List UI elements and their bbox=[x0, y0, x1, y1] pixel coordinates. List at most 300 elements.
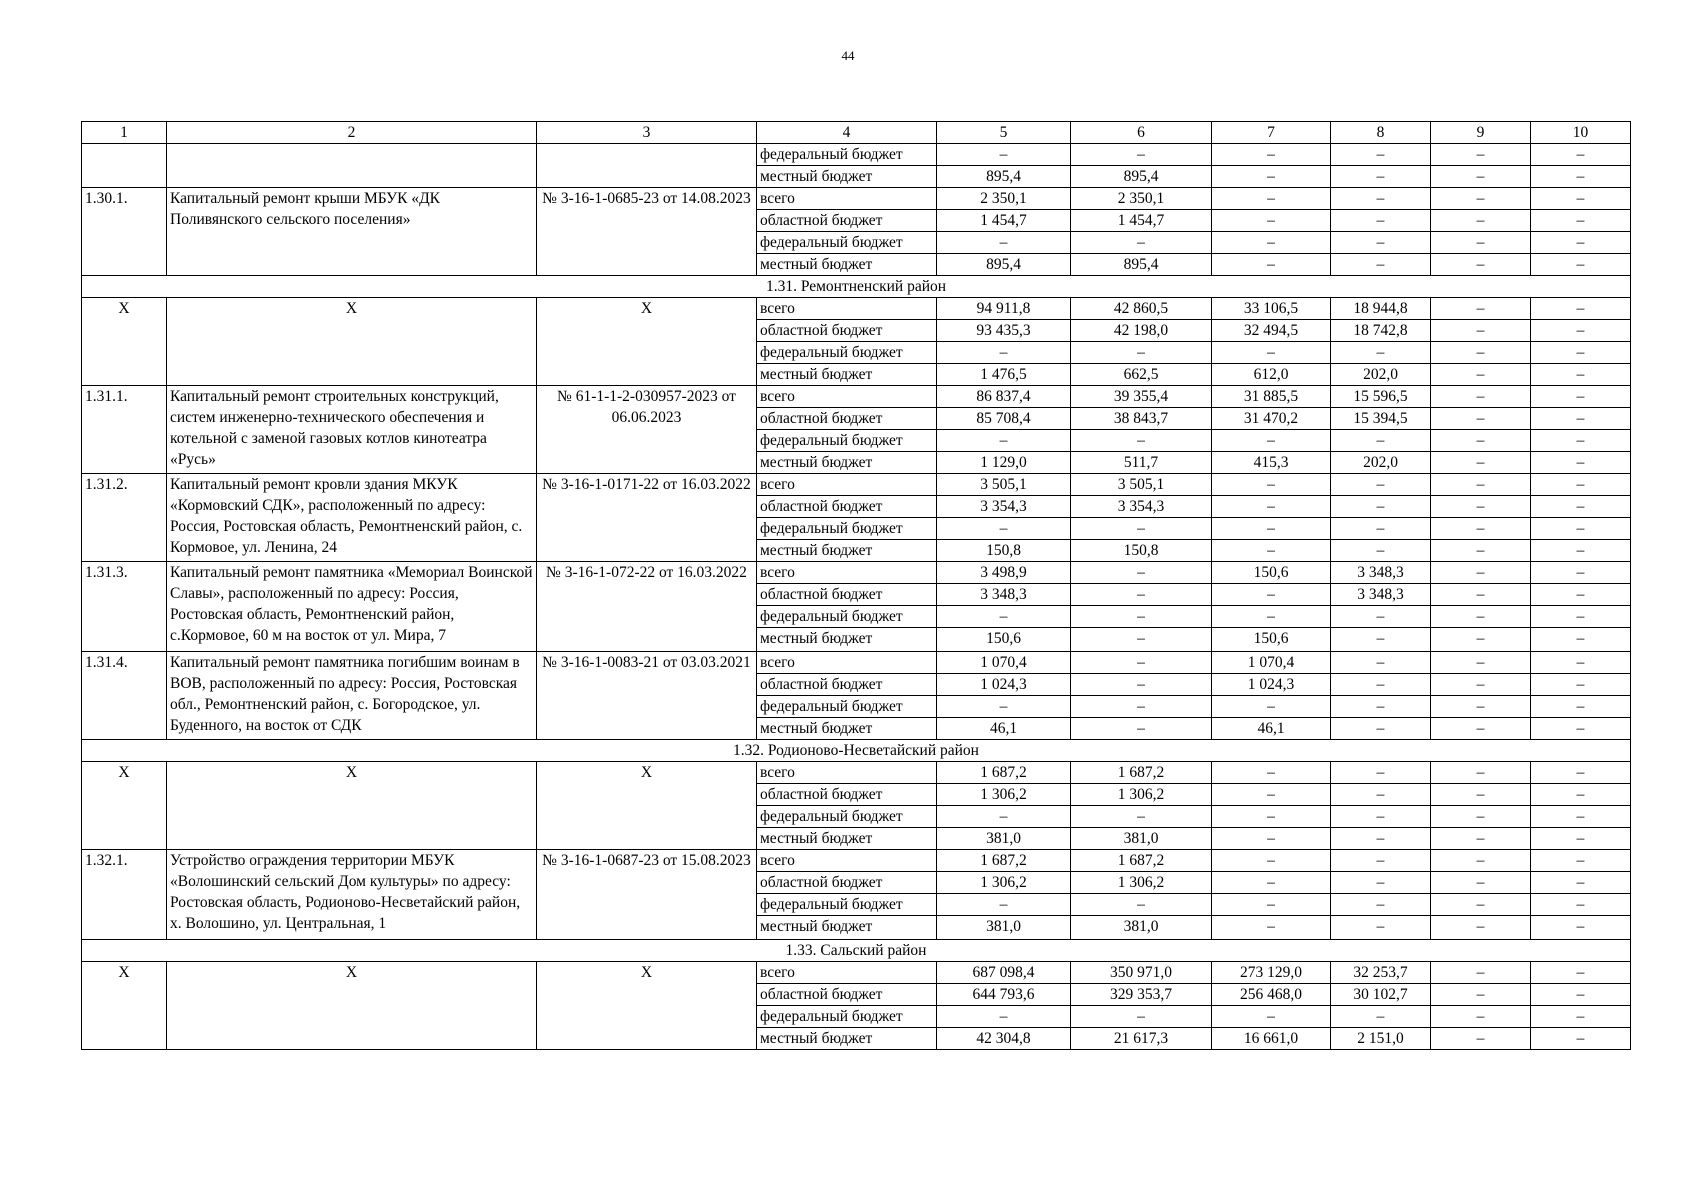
header-cell: 9 bbox=[1431, 122, 1531, 144]
amount-cell: – bbox=[1071, 718, 1212, 740]
amount-cell: 31 885,5 bbox=[1212, 386, 1331, 408]
amount-cell: – bbox=[1531, 1006, 1631, 1028]
amount-cell: – bbox=[1331, 1006, 1431, 1028]
amount-cell: – bbox=[1431, 254, 1531, 276]
amount-cell: 38 843,7 bbox=[1071, 408, 1212, 430]
amount-cell: – bbox=[1212, 144, 1331, 166]
amount-cell: 1 070,4 bbox=[937, 652, 1071, 674]
amount-cell: 3 348,3 bbox=[1331, 584, 1431, 606]
amount-cell: 1 024,3 bbox=[937, 674, 1071, 696]
item-number: X bbox=[82, 298, 167, 386]
amount-cell: – bbox=[1431, 916, 1531, 940]
amount-cell: 202,0 bbox=[1331, 364, 1431, 386]
amount-cell: – bbox=[1071, 606, 1212, 628]
amount-cell: – bbox=[1071, 584, 1212, 606]
amount-cell: 1 687,2 bbox=[1071, 762, 1212, 784]
item-document: № 3-16-1-072-22 от 16.03.2022 bbox=[537, 562, 757, 652]
amount-cell: – bbox=[1431, 806, 1531, 828]
amount-cell: – bbox=[1531, 674, 1631, 696]
amount-cell: – bbox=[1212, 210, 1331, 232]
amount-cell: – bbox=[1071, 652, 1212, 674]
amount-cell: 42 198,0 bbox=[1071, 320, 1212, 342]
amount-cell: – bbox=[1531, 254, 1631, 276]
amount-cell: – bbox=[1331, 210, 1431, 232]
amount-cell: – bbox=[1212, 518, 1331, 540]
amount-cell: – bbox=[1531, 894, 1631, 916]
amount-cell: 3 498,9 bbox=[937, 562, 1071, 584]
funding-source-label: местный бюджет bbox=[757, 254, 937, 276]
amount-cell: 15 596,5 bbox=[1331, 386, 1431, 408]
funding-source-label: местный бюджет bbox=[757, 828, 937, 850]
funding-source-label: всего bbox=[757, 386, 937, 408]
amount-cell: – bbox=[1531, 518, 1631, 540]
amount-cell: – bbox=[1431, 232, 1531, 254]
amount-cell: – bbox=[1531, 652, 1631, 674]
table-row bbox=[82, 386, 1631, 408]
amount-cell: – bbox=[1212, 828, 1331, 850]
table-row bbox=[82, 850, 1631, 872]
amount-cell: – bbox=[1431, 762, 1531, 784]
amount-cell: 93 435,3 bbox=[937, 320, 1071, 342]
item-document: № 3-16-1-0685-23 от 14.08.2023 bbox=[537, 188, 757, 276]
amount-cell: – bbox=[1212, 496, 1331, 518]
amount-cell: – bbox=[937, 806, 1071, 828]
amount-cell: – bbox=[1431, 872, 1531, 894]
funding-source-label: всего bbox=[757, 562, 937, 584]
amount-cell: – bbox=[1431, 984, 1531, 1006]
amount-cell: – bbox=[1071, 894, 1212, 916]
funding-source-label: всего bbox=[757, 762, 937, 784]
amount-cell: – bbox=[1331, 850, 1431, 872]
amount-cell: – bbox=[1431, 342, 1531, 364]
header-row bbox=[82, 122, 1631, 144]
amount-cell: 150,6 bbox=[937, 628, 1071, 652]
item-number: X bbox=[82, 762, 167, 850]
amount-cell: – bbox=[1331, 166, 1431, 188]
amount-cell: – bbox=[1431, 1028, 1531, 1050]
amount-cell: 32 253,7 bbox=[1331, 962, 1431, 984]
budget-table bbox=[81, 121, 1631, 1050]
amount-cell: – bbox=[1331, 430, 1431, 452]
amount-cell: – bbox=[1431, 496, 1531, 518]
amount-cell: – bbox=[1431, 320, 1531, 342]
funding-source-label: всего bbox=[757, 850, 937, 872]
amount-cell: – bbox=[937, 518, 1071, 540]
amount-cell: 202,0 bbox=[1331, 452, 1431, 474]
funding-source-label: областной бюджет bbox=[757, 984, 937, 1006]
funding-source-label: федеральный бюджет bbox=[757, 342, 937, 364]
amount-cell: – bbox=[1531, 232, 1631, 254]
amount-cell: – bbox=[1212, 540, 1331, 562]
amount-cell: – bbox=[1212, 166, 1331, 188]
amount-cell: – bbox=[1431, 540, 1531, 562]
amount-cell: – bbox=[1331, 916, 1431, 940]
amount-cell: – bbox=[1071, 562, 1212, 584]
amount-cell: – bbox=[1431, 166, 1531, 188]
amount-cell: – bbox=[1331, 342, 1431, 364]
funding-source-label: областной бюджет bbox=[757, 784, 937, 806]
amount-cell: – bbox=[1431, 628, 1531, 652]
funding-source-label: областной бюджет bbox=[757, 872, 937, 894]
amount-cell: – bbox=[1531, 762, 1631, 784]
amount-cell: 644 793,6 bbox=[937, 984, 1071, 1006]
item-document: № 3-16-1-0687-23 от 15.08.2023 bbox=[537, 850, 757, 940]
item-document: № 3-16-1-0083-21 от 03.03.2021 bbox=[537, 652, 757, 740]
amount-cell: – bbox=[1212, 916, 1331, 940]
amount-cell: 31 470,2 bbox=[1212, 408, 1331, 430]
amount-cell: – bbox=[1431, 894, 1531, 916]
amount-cell: 46,1 bbox=[1212, 718, 1331, 740]
amount-cell: – bbox=[1431, 828, 1531, 850]
amount-cell: – bbox=[1331, 872, 1431, 894]
amount-cell: – bbox=[1331, 144, 1431, 166]
amount-cell: 86 837,4 bbox=[937, 386, 1071, 408]
table-row bbox=[82, 188, 1631, 210]
item-name: X bbox=[167, 962, 537, 1050]
amount-cell: – bbox=[937, 144, 1071, 166]
amount-cell: 1 070,4 bbox=[1212, 652, 1331, 674]
amount-cell: – bbox=[1431, 210, 1531, 232]
amount-cell: – bbox=[1212, 784, 1331, 806]
item-name: Капитальный ремонт памятника «Мемориал Воинской Славы», расположенный по адресу: Россия, Ростовская область, Ремонтненский район, с.Кормовое, 60 м на восток от ул. Мира, 7 bbox=[167, 562, 537, 652]
amount-cell: – bbox=[1212, 894, 1331, 916]
amount-cell: 1 306,2 bbox=[937, 872, 1071, 894]
amount-cell: – bbox=[1531, 364, 1631, 386]
amount-cell: – bbox=[1431, 474, 1531, 496]
amount-cell: – bbox=[1531, 408, 1631, 430]
item-number: 1.32.1. bbox=[82, 850, 167, 940]
amount-cell: 42 860,5 bbox=[1071, 298, 1212, 320]
amount-cell: – bbox=[1431, 850, 1531, 872]
amount-cell: – bbox=[1212, 872, 1331, 894]
amount-cell: – bbox=[1331, 718, 1431, 740]
amount-cell: 662,5 bbox=[1071, 364, 1212, 386]
amount-cell: – bbox=[1531, 916, 1631, 940]
amount-cell: – bbox=[1431, 298, 1531, 320]
amount-cell: – bbox=[1331, 806, 1431, 828]
amount-cell: – bbox=[937, 430, 1071, 452]
amount-cell: – bbox=[937, 232, 1071, 254]
amount-cell: – bbox=[1331, 784, 1431, 806]
amount-cell: – bbox=[1331, 696, 1431, 718]
amount-cell: – bbox=[1531, 210, 1631, 232]
amount-cell: – bbox=[1212, 254, 1331, 276]
amount-cell: – bbox=[1431, 408, 1531, 430]
amount-cell: – bbox=[1431, 562, 1531, 584]
header-cell: 3 bbox=[537, 122, 757, 144]
funding-source-label: местный бюджет bbox=[757, 916, 937, 940]
amount-cell: 33 106,5 bbox=[1212, 298, 1331, 320]
funding-source-label: федеральный бюджет bbox=[757, 894, 937, 916]
amount-cell: – bbox=[1431, 784, 1531, 806]
amount-cell: – bbox=[1531, 962, 1631, 984]
amount-cell: 381,0 bbox=[1071, 916, 1212, 940]
amount-cell: – bbox=[1212, 188, 1331, 210]
header-cell: 10 bbox=[1531, 122, 1631, 144]
amount-cell: – bbox=[1331, 496, 1431, 518]
amount-cell: 895,4 bbox=[1071, 254, 1212, 276]
amount-cell: – bbox=[1531, 606, 1631, 628]
funding-source-label: всего bbox=[757, 298, 937, 320]
table-body bbox=[82, 144, 1631, 1050]
amount-cell: – bbox=[1331, 188, 1431, 210]
amount-cell: – bbox=[1531, 452, 1631, 474]
amount-cell: – bbox=[1531, 144, 1631, 166]
funding-source-label: всего bbox=[757, 962, 937, 984]
amount-cell: – bbox=[1531, 984, 1631, 1006]
amount-cell: – bbox=[1531, 562, 1631, 584]
amount-cell: – bbox=[937, 342, 1071, 364]
funding-source-label: местный бюджет bbox=[757, 1028, 937, 1050]
amount-cell: – bbox=[1212, 474, 1331, 496]
funding-source-label: областной бюджет bbox=[757, 320, 937, 342]
table-row bbox=[82, 562, 1631, 584]
funding-source-label: всего bbox=[757, 188, 937, 210]
item-document: № 61-1-1-2-030957-2023 от 06.06.2023 bbox=[537, 386, 757, 474]
amount-cell: – bbox=[1071, 696, 1212, 718]
amount-cell: 46,1 bbox=[937, 718, 1071, 740]
amount-cell: – bbox=[1331, 606, 1431, 628]
item-name: Капитальный ремонт кровли здания МКУК «Кормовский СДК», расположенный по адресу: Россия, Ростовская область, Ремонтненский район, с. Кормовое, ул. Ленина, 24 bbox=[167, 474, 537, 562]
header-cell: 6 bbox=[1071, 122, 1212, 144]
amount-cell: – bbox=[1071, 628, 1212, 652]
amount-cell: 42 304,8 bbox=[937, 1028, 1071, 1050]
item-document: X bbox=[537, 762, 757, 850]
header-cell: 5 bbox=[937, 122, 1071, 144]
amount-cell: – bbox=[1431, 364, 1531, 386]
header-cell: 4 bbox=[757, 122, 937, 144]
amount-cell: 1 024,3 bbox=[1212, 674, 1331, 696]
item-document: X bbox=[537, 962, 757, 1050]
amount-cell: – bbox=[1331, 474, 1431, 496]
amount-cell: 895,4 bbox=[1071, 166, 1212, 188]
item-name: Капитальный ремонт памятника погибшим воинам в ВОВ, расположенный по адресу: Россия, Ростовская обл., Ремонтненский район, с. Богородское, ул. Буденного, на восток от СДК bbox=[167, 652, 537, 740]
header-cell: 7 bbox=[1212, 122, 1331, 144]
item-name: X bbox=[167, 762, 537, 850]
funding-source-label: местный бюджет bbox=[757, 628, 937, 652]
continuation-cell bbox=[82, 144, 167, 188]
funding-source-label: федеральный бюджет bbox=[757, 606, 937, 628]
amount-cell: 1 306,2 bbox=[1071, 872, 1212, 894]
amount-cell: 1 454,7 bbox=[937, 210, 1071, 232]
funding-source-label: местный бюджет bbox=[757, 540, 937, 562]
amount-cell: – bbox=[1071, 342, 1212, 364]
amount-cell: – bbox=[1531, 1028, 1631, 1050]
amount-cell: 1 687,2 bbox=[937, 762, 1071, 784]
funding-source-label: всего bbox=[757, 474, 937, 496]
amount-cell: 895,4 bbox=[937, 254, 1071, 276]
amount-cell: – bbox=[1331, 652, 1431, 674]
header-cell: 2 bbox=[167, 122, 537, 144]
item-number: 1.31.3. bbox=[82, 562, 167, 652]
amount-cell: – bbox=[1431, 718, 1531, 740]
amount-cell: 511,7 bbox=[1071, 452, 1212, 474]
section-row bbox=[82, 276, 1631, 298]
header-cell: 1 bbox=[82, 122, 167, 144]
amount-cell: – bbox=[1531, 540, 1631, 562]
amount-cell: 32 494,5 bbox=[1212, 320, 1331, 342]
amount-cell: 150,8 bbox=[937, 540, 1071, 562]
amount-cell: – bbox=[1431, 386, 1531, 408]
amount-cell: 30 102,7 bbox=[1331, 984, 1431, 1006]
amount-cell: – bbox=[1431, 452, 1531, 474]
amount-cell: 18 742,8 bbox=[1331, 320, 1431, 342]
amount-cell: – bbox=[1071, 232, 1212, 254]
item-document: № 3-16-1-0171-22 от 16.03.2022 bbox=[537, 474, 757, 562]
amount-cell: 350 971,0 bbox=[1071, 962, 1212, 984]
amount-cell: – bbox=[1212, 584, 1331, 606]
amount-cell: 85 708,4 bbox=[937, 408, 1071, 430]
amount-cell: 612,0 bbox=[1212, 364, 1331, 386]
item-number: X bbox=[82, 962, 167, 1050]
amount-cell: 94 911,8 bbox=[937, 298, 1071, 320]
amount-cell: 3 348,3 bbox=[1331, 562, 1431, 584]
amount-cell: 381,0 bbox=[1071, 828, 1212, 850]
amount-cell: 895,4 bbox=[937, 166, 1071, 188]
item-name: Капитальный ремонт строительных конструкций, систем инженерно-технического обеспечения и котельной с заменой газовых котлов кинотеатра «Русь» bbox=[167, 386, 537, 474]
section-row bbox=[82, 740, 1631, 762]
amount-cell: – bbox=[1431, 1006, 1531, 1028]
amount-cell: – bbox=[1531, 806, 1631, 828]
funding-source-label: федеральный бюджет bbox=[757, 144, 937, 166]
funding-source-label: областной бюджет bbox=[757, 210, 937, 232]
funding-source-label: федеральный бюджет bbox=[757, 430, 937, 452]
amount-cell: – bbox=[1331, 894, 1431, 916]
item-number: 1.31.2. bbox=[82, 474, 167, 562]
amount-cell: – bbox=[1531, 872, 1631, 894]
amount-cell: – bbox=[1531, 320, 1631, 342]
amount-cell: 381,0 bbox=[937, 916, 1071, 940]
amount-cell: 415,3 bbox=[1212, 452, 1331, 474]
amount-cell: 3 505,1 bbox=[937, 474, 1071, 496]
item-name: X bbox=[167, 298, 537, 386]
amount-cell: – bbox=[1431, 962, 1531, 984]
amount-cell: – bbox=[1531, 474, 1631, 496]
amount-cell: 1 306,2 bbox=[937, 784, 1071, 806]
continuation-cell bbox=[537, 144, 757, 188]
section-title: 1.33. Сальский район bbox=[82, 940, 1631, 962]
page-number: 44 bbox=[841, 48, 855, 63]
funding-source-label: областной бюджет bbox=[757, 674, 937, 696]
amount-cell: – bbox=[1431, 518, 1531, 540]
funding-source-label: федеральный бюджет bbox=[757, 1006, 937, 1028]
amount-cell: 273 129,0 bbox=[1212, 962, 1331, 984]
amount-cell: – bbox=[1331, 628, 1431, 652]
amount-cell: – bbox=[1531, 342, 1631, 364]
funding-source-label: федеральный бюджет bbox=[757, 696, 937, 718]
amount-cell: – bbox=[1431, 584, 1531, 606]
amount-cell: – bbox=[1431, 674, 1531, 696]
amount-cell: 1 306,2 bbox=[1071, 784, 1212, 806]
amount-cell: 329 353,7 bbox=[1071, 984, 1212, 1006]
amount-cell: – bbox=[1331, 540, 1431, 562]
amount-cell: – bbox=[1071, 674, 1212, 696]
amount-cell: 3 348,3 bbox=[937, 584, 1071, 606]
amount-cell: – bbox=[1531, 188, 1631, 210]
header-cell: 8 bbox=[1331, 122, 1431, 144]
amount-cell: – bbox=[1071, 806, 1212, 828]
amount-cell: 16 661,0 bbox=[1212, 1028, 1331, 1050]
amount-cell: 150,6 bbox=[1212, 562, 1331, 584]
amount-cell: – bbox=[1531, 386, 1631, 408]
amount-cell: – bbox=[1071, 430, 1212, 452]
funding-source-label: областной бюджет bbox=[757, 496, 937, 518]
amount-cell: 687 098,4 bbox=[937, 962, 1071, 984]
amount-cell: – bbox=[1212, 850, 1331, 872]
amount-cell: 39 355,4 bbox=[1071, 386, 1212, 408]
funding-source-label: федеральный бюджет bbox=[757, 518, 937, 540]
funding-source-label: местный бюджет bbox=[757, 364, 937, 386]
amount-cell: – bbox=[1212, 606, 1331, 628]
amount-cell: 21 617,3 bbox=[1071, 1028, 1212, 1050]
amount-cell: – bbox=[1212, 342, 1331, 364]
continuation-cell bbox=[167, 144, 537, 188]
amount-cell: – bbox=[1531, 718, 1631, 740]
amount-cell: 3 505,1 bbox=[1071, 474, 1212, 496]
section-title: 1.32. Родионово-Несветайский район bbox=[82, 740, 1631, 762]
section-title: 1.31. Ремонтненский район bbox=[82, 276, 1631, 298]
amount-cell: 1 129,0 bbox=[937, 452, 1071, 474]
item-document: X bbox=[537, 298, 757, 386]
amount-cell: 3 354,3 bbox=[937, 496, 1071, 518]
amount-cell: – bbox=[1071, 144, 1212, 166]
funding-source-label: местный бюджет bbox=[757, 718, 937, 740]
amount-cell: 381,0 bbox=[937, 828, 1071, 850]
amount-cell: – bbox=[1531, 784, 1631, 806]
amount-cell: – bbox=[1531, 850, 1631, 872]
amount-cell: – bbox=[1331, 828, 1431, 850]
amount-cell: – bbox=[937, 1006, 1071, 1028]
item-number: 1.30.1. bbox=[82, 188, 167, 276]
table-row bbox=[82, 144, 1631, 166]
section-row bbox=[82, 940, 1631, 962]
amount-cell: – bbox=[1531, 696, 1631, 718]
amount-cell: – bbox=[1071, 1006, 1212, 1028]
amount-cell: – bbox=[1431, 606, 1531, 628]
amount-cell: – bbox=[1531, 584, 1631, 606]
amount-cell: – bbox=[1431, 144, 1531, 166]
amount-cell: – bbox=[937, 696, 1071, 718]
funding-source-label: местный бюджет bbox=[757, 166, 937, 188]
amount-cell: – bbox=[1431, 652, 1531, 674]
funding-source-label: местный бюджет bbox=[757, 452, 937, 474]
funding-source-label: федеральный бюджет bbox=[757, 232, 937, 254]
amount-cell: – bbox=[1531, 496, 1631, 518]
amount-cell: 256 468,0 bbox=[1212, 984, 1331, 1006]
amount-cell: 1 687,2 bbox=[937, 850, 1071, 872]
amount-cell: 1 454,7 bbox=[1071, 210, 1212, 232]
amount-cell: – bbox=[1212, 1006, 1331, 1028]
amount-cell: – bbox=[1071, 518, 1212, 540]
item-number: 1.31.4. bbox=[82, 652, 167, 740]
funding-source-label: областной бюджет bbox=[757, 584, 937, 606]
funding-source-label: всего bbox=[757, 652, 937, 674]
table-row bbox=[82, 298, 1631, 320]
amount-cell: 1 687,2 bbox=[1071, 850, 1212, 872]
amount-cell: – bbox=[1331, 232, 1431, 254]
amount-cell: – bbox=[1212, 806, 1331, 828]
amount-cell: – bbox=[1531, 298, 1631, 320]
table-row bbox=[82, 962, 1631, 984]
funding-source-label: федеральный бюджет bbox=[757, 806, 937, 828]
item-number: 1.31.1. bbox=[82, 386, 167, 474]
amount-cell: – bbox=[1431, 430, 1531, 452]
amount-cell: – bbox=[1531, 828, 1631, 850]
amount-cell: – bbox=[1212, 430, 1331, 452]
item-name: Устройство ограждения территории МБУК «Волошинский сельский Дом культуры» по адресу: Ростовская область, Родионово-Несветайский район, х. Волошино, ул. Центральная, 1 bbox=[167, 850, 537, 940]
amount-cell: 150,6 bbox=[1212, 628, 1331, 652]
amount-cell: – bbox=[1212, 696, 1331, 718]
